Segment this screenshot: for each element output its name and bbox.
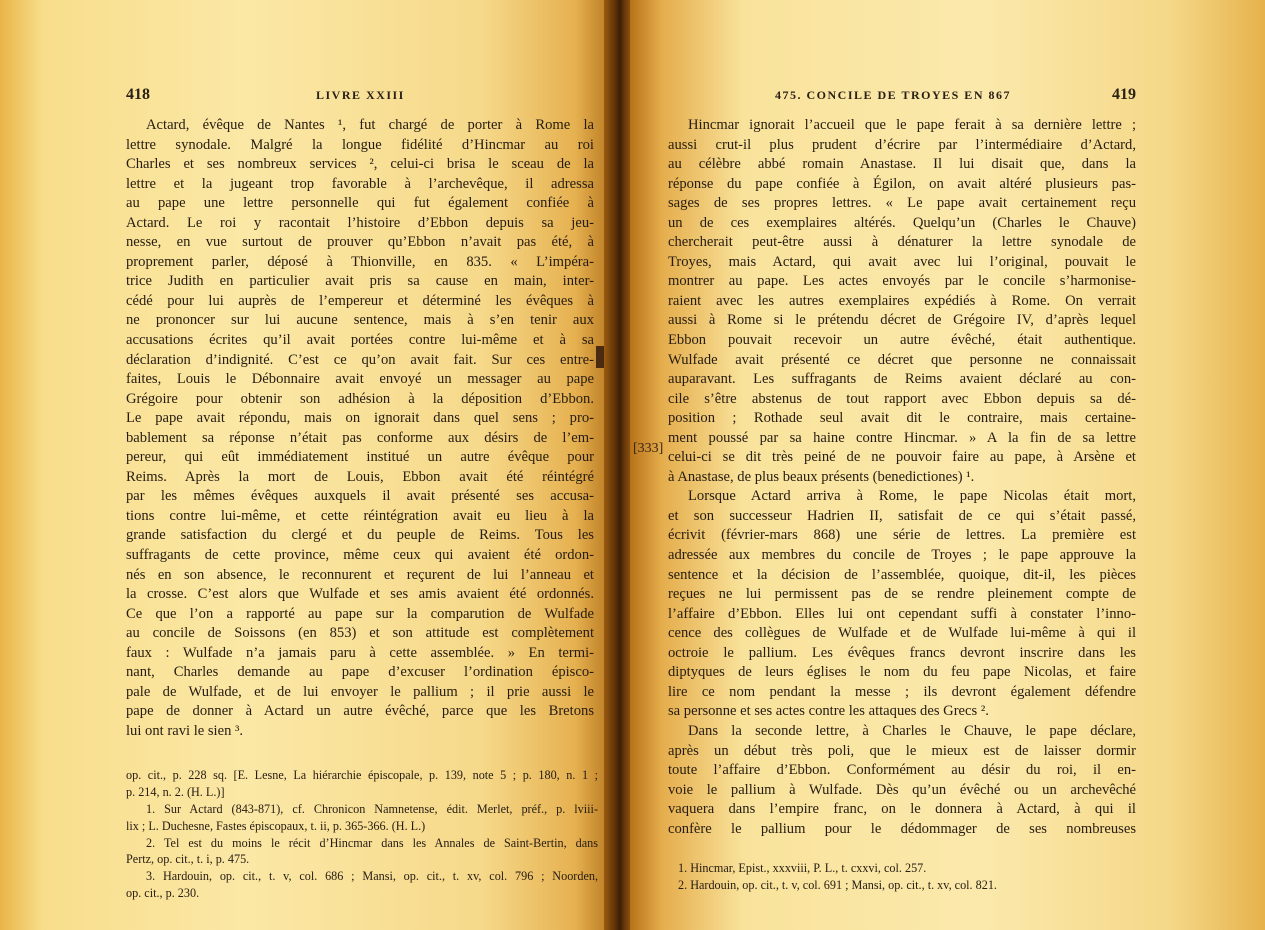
text-line: Grégoire pour obtenir son adhésion à la déposition d’Ebbon. <box>126 390 594 407</box>
text-line: vaquera dans l’empire franc, on le donnera à Actard, à qui il <box>668 801 1136 818</box>
text-line: ment poussé par sa haine contre Hincmar. » A la fin de sa lettre <box>668 429 1136 446</box>
text-line: position ; Rothade seul avait dit le contraire, mais certaine- <box>668 410 1136 427</box>
text-line: lire ce nom pendant la messe ; ils devront également défendre <box>668 683 1136 700</box>
text-line: bablement sa réponse n’était pas conforme aux désirs de l’em- <box>126 429 594 446</box>
right-body-text <box>668 116 1136 839</box>
text-line: par les mêmes évêques auxquels il avait présenté ses accusa- <box>126 488 594 505</box>
text-line: Reims. Après la mort de Louis, Ebbon avait été réintégré <box>126 468 594 485</box>
left-body-text <box>126 116 594 742</box>
text-line: voie le pallium à Wulfade. Dès qu’un évêché ou un archevêché <box>668 781 1136 798</box>
footnote-line: 1. Sur Actard (843-871), cf. Chronicon Namnetense, édit. Merlet, préf., p. lviii- <box>146 801 598 816</box>
text-line: écrivit (février-mars 868) une série de lettres. La première est <box>668 527 1136 544</box>
text-line: faux : Wulfade n’a jamais paru à cette assemblée. » En termi- <box>126 644 594 661</box>
text-line: diptyques de leurs églises le nom du feu pape Nicolas, et faire <box>668 664 1136 681</box>
footnote-line: op. cit., p. 230. <box>126 886 200 901</box>
text-line: grande satisfaction du clergé et du peuple de Reims. Tous les <box>126 527 594 544</box>
footnote-line: 2. Tel est du moins le récit d’Hincmar dans les Annales de Saint-Bertin, dans <box>146 835 598 850</box>
text-line: au pape une lettre personnelle qui fut également confiée à <box>126 195 594 212</box>
text-line: l’affaire d’Ebbon. Elles lui ont cependant suffi à constater l’inno- <box>668 605 1136 622</box>
running-head-left: LIVRE XXIII <box>316 88 405 102</box>
text-line: aussi à Rome si le prétendu décret de Grégoire IV, d’après lequel <box>668 312 1136 329</box>
text-line: auparavant. Les suffragants de Reims avaient déclaré au con- <box>668 371 1136 388</box>
right-footnotes <box>678 860 1098 894</box>
footnote-line: 1. Hincmar, Epist., xxxviii, P. L., t. cxxvi, col. 257. <box>678 861 927 875</box>
text-line: déclaration d’indignité. C’est ce qu’on avait fait. Sur ces entre- <box>126 351 594 368</box>
text-line: Charles et ses nombreux services ², celui-ci brisa le sceau de la <box>126 156 594 173</box>
text-line: pereur, qui eût immédiatement institué un autre évêque pour <box>126 449 594 466</box>
text-line: à Anastase, de plus beaux présents (benedictiones) ¹. <box>668 468 975 485</box>
page-number-left: 418 <box>126 86 150 103</box>
text-line: Ce que l’on a rapporté au pape sur la comparution de Wulfade <box>126 605 594 622</box>
text-line: accusations écrites qu’il avait portées contre lui-même et à sa <box>126 332 594 349</box>
text-line: et son successeur Hadrien II, satisfait de ce qui s’était passé, <box>668 507 1136 524</box>
text-line: cédé pour lui auprès de l’empereur et déterminé les évêques à <box>126 292 594 309</box>
text-line: suffragants de cette province, même ceux qui avaient été ordon- <box>126 547 594 564</box>
text-line: proprement parler, déposé à Thionville, en 835. « L’impéra- <box>126 253 594 270</box>
footnote-line: 3. Hardouin, op. cit., t. v, col. 686 ; Mansi, op. cit., t. xv, col. 796 ; Noorden, <box>146 869 598 884</box>
footnote-line: Pertz, op. cit., t. i, p. 475. <box>126 852 250 867</box>
text-line: Ebbon pouvait recevoir un autre évêché, était authentique. <box>668 332 1136 349</box>
text-line: montrer au pape. Les actes envoyés par le concile s’harmonise- <box>668 273 1136 290</box>
left-page <box>0 0 618 930</box>
text-line: sages de ses propres lettres. « Le pape avait certainement reçu <box>668 195 1136 212</box>
text-line: un de ces exemplaires altérés. Quelqu’un (Charles le Chauve) <box>668 214 1136 231</box>
text-line: celui-ci se dit très peiné de ne pouvoir faire au pape, à Arsène et <box>668 449 1136 466</box>
text-line: adressée aux membres du concile de Troyes ; le pape approuve la <box>668 547 1136 564</box>
text-line: octroie le pallium. Les évêques francs devront inscrire dans les <box>668 644 1136 661</box>
text-line: lettre et la jugeant trop favorable à l’archevêque, il adressa <box>126 175 594 192</box>
text-line: Le pape avait répondu, mais on ignorait dans quel sens ; pro- <box>126 410 594 427</box>
text-line: reçues ne lui permissent pas de se rendre pleinement compte de <box>668 586 1136 603</box>
text-line: après un début très poli, que le mieux est de laisser dormir <box>668 742 1136 759</box>
page-number-right: 419 <box>1112 86 1136 103</box>
text-line: réponse du pape confiée à Égilon, on avait altéré plusieurs pas- <box>668 175 1136 192</box>
text-line: au concile de Soissons (en 853) et son attitude est complètement <box>126 625 594 642</box>
text-line: faites, Louis le Débonnaire avait envoyé un messager au pape <box>126 371 594 388</box>
text-line: Actard, évêque de Nantes ¹, fut chargé de porter à Rome la <box>146 117 594 133</box>
text-line: Actard. Le roi y racontait l’histoire d’Ebbon depuis sa jeu- <box>126 214 594 231</box>
text-line: lettre synodale. Malgré la longue fidélité d’Hincmar au roi <box>126 136 594 153</box>
text-line: lui ont ravi le sien ³. <box>126 722 244 739</box>
running-head-right: 475. CONCILE DE TROYES EN 867 <box>775 88 1011 102</box>
text-line: nant, Charles demande au pape d’excuser l’ordination épisco- <box>126 664 594 681</box>
left-footnotes <box>126 767 598 902</box>
text-line: nesse, en vue surtout de prouver qu’Ebbon n’avait pas été, à <box>126 234 594 251</box>
right-page <box>630 0 1265 930</box>
text-line: toute l’affaire d’Ebbon. Conformément au désir du roi, il en- <box>668 762 1136 779</box>
footnote-line: op. cit., p. 228 sq. [E. Lesne, La hiérarchie épiscopale, p. 139, note 5 ; p. 180, n. 1 ; <box>126 768 598 782</box>
text-line: cence des collègues de Wulfade et de Wulfade lui-même à qui il <box>668 625 1136 642</box>
text-line: sentence et la décision de l’assemblée, quoique, dit-il, les pièces <box>668 566 1136 583</box>
text-line: chercherait peut-être aussi à dénaturer la lettre synodale de <box>668 234 1136 251</box>
text-line: Troyes, mais Actard, qui avait avec lui l’original, pouvait le <box>668 253 1136 270</box>
text-line: cile s’être abstenus de tout rapport avec Ebbon depuis sa dé- <box>668 390 1136 407</box>
footnote-line: p. 214, n. 2. (H. L.)] <box>126 784 225 799</box>
text-line: Dans la seconde lettre, à Charles le Chauve, le pape déclare, <box>688 722 1136 739</box>
text-line: raient avec les autres exemplaires expédiés à Rome. On verrait <box>668 292 1136 309</box>
text-line: pale de Wulfade, et de lui envoyer le pallium ; il prie aussi le <box>126 683 594 700</box>
text-line: sa personne et ses actes contre les attaques des Grecs ². <box>668 703 989 720</box>
footnote-line: lix ; L. Duchesne, Fastes épiscopaux, t. ii, p. 365-366. (H. L.) <box>126 818 426 833</box>
text-line: la crosse. C’est alors que Wulfade et ses amis avaient été ordonnés. <box>126 586 594 603</box>
text-line: trice Judith en particulier avait pris sa cause en main, inter- <box>126 273 594 290</box>
margin-page-reference: [333] <box>633 441 664 456</box>
text-line: confère le pallium pour le dédommager de ses nombreuses <box>668 820 1136 837</box>
text-line: aussi crut-il plus prudent d’écrire par l’intermédiaire d’Actard, <box>668 136 1136 153</box>
text-line: Lorsque Actard arriva à Rome, le pape Nicolas était mort, <box>688 488 1136 505</box>
text-line: nés en son absence, le reconnurent et reçurent de lui l’anneau et <box>126 566 594 583</box>
text-line: pape de donner à Actard un autre évêché, parce que les Bretons <box>126 703 594 720</box>
text-line: Wulfade avait présenté ce décret que personne ne connaissait <box>668 351 1136 368</box>
footnote-line: 2. Hardouin, op. cit., t. v, col. 691 ; Mansi, op. cit., t. xv, col. 821. <box>678 877 997 892</box>
text-line: au célèbre abbé romain Anastase. Il lui disait que, dans la <box>668 156 1136 173</box>
text-line: tions contre lui-même, et cette réintégration avait eu lieu à la <box>126 507 594 524</box>
text-line: Hincmar ignorait l’accueil que le pape ferait à sa dernière lettre ; <box>688 117 1136 133</box>
text-line: ne prononcer sur lui aucune sentence, mais à s’en tenir aux <box>126 312 594 329</box>
